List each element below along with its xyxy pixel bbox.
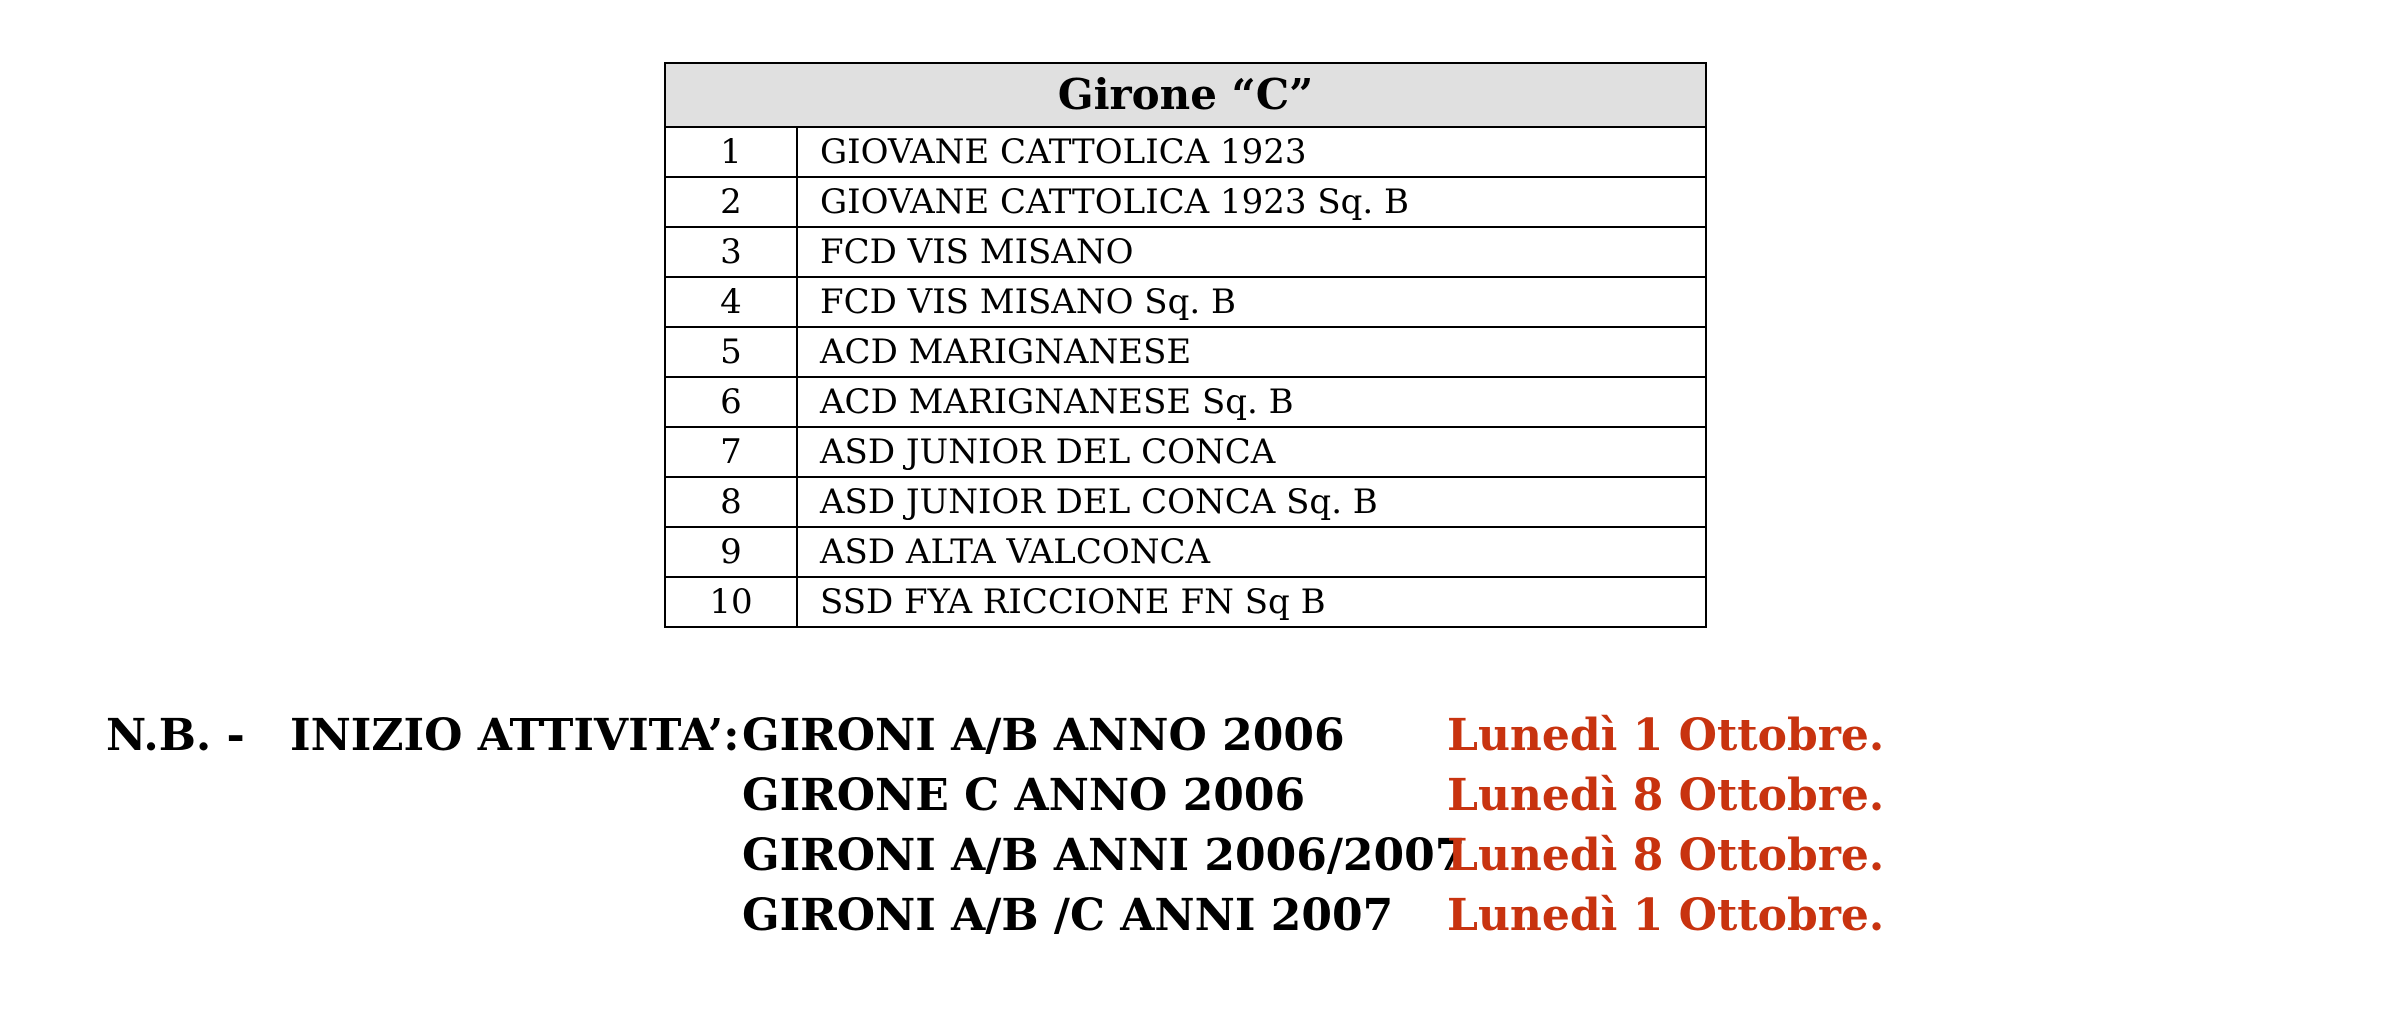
team-name: FCD VIS MISANO [797, 227, 1706, 277]
team-number: 5 [665, 327, 797, 377]
table-row [665, 477, 1706, 527]
team-number: 10 [665, 577, 797, 627]
team-number: 8 [665, 477, 797, 527]
note-label: INIZIO ATTIVITA’: [290, 710, 740, 761]
table-row [665, 227, 1706, 277]
team-name: FCD VIS MISANO Sq. B [797, 277, 1706, 327]
start-date-value: Lunedì 8 Ottobre. [1447, 770, 1885, 821]
start-date-row [742, 766, 1942, 826]
start-date-row [742, 886, 1942, 946]
team-name: ASD ALTA VALCONCA [797, 527, 1706, 577]
team-name: ASD JUNIOR DEL CONCA [797, 427, 1706, 477]
table-header: Girone “C” [665, 63, 1706, 127]
team-number: 3 [665, 227, 797, 277]
table-row [665, 177, 1706, 227]
start-dates-list [742, 706, 1942, 946]
note-prefix: N.B. - [106, 710, 245, 761]
table-row [665, 427, 1706, 477]
start-date-group: GIRONI A/B ANNI 2006/2007 [742, 830, 1466, 881]
table-row [665, 277, 1706, 327]
start-date-group: GIRONE C ANNO 2006 [742, 770, 1306, 821]
team-name: GIOVANE CATTOLICA 1923 Sq. B [797, 177, 1706, 227]
table-row [665, 127, 1706, 177]
team-number: 2 [665, 177, 797, 227]
team-name: GIOVANE CATTOLICA 1923 [797, 127, 1706, 177]
team-name: ACD MARIGNANESE [797, 327, 1706, 377]
start-date-value: Lunedì 8 Ottobre. [1447, 830, 1885, 881]
team-number: 1 [665, 127, 797, 177]
start-date-row [742, 706, 1942, 766]
table-row [665, 577, 1706, 627]
team-number: 6 [665, 377, 797, 427]
start-date-value: Lunedì 1 Ottobre. [1447, 710, 1885, 761]
start-date-group: GIRONI A/B /C ANNI 2007 [742, 890, 1394, 941]
team-name: ACD MARIGNANESE Sq. B [797, 377, 1706, 427]
table-row [665, 327, 1706, 377]
start-date-group: GIRONI A/B ANNO 2006 [742, 710, 1345, 761]
team-number: 7 [665, 427, 797, 477]
start-date-value: Lunedì 1 Ottobre. [1447, 890, 1885, 941]
table-row [665, 527, 1706, 577]
team-table [664, 62, 1707, 628]
team-number: 9 [665, 527, 797, 577]
team-number: 4 [665, 277, 797, 327]
table-header-row [665, 63, 1706, 127]
team-name: ASD JUNIOR DEL CONCA Sq. B [797, 477, 1706, 527]
team-name: SSD FYA RICCIONE FN Sq B [797, 577, 1706, 627]
table-row [665, 377, 1706, 427]
start-date-row [742, 826, 1942, 886]
